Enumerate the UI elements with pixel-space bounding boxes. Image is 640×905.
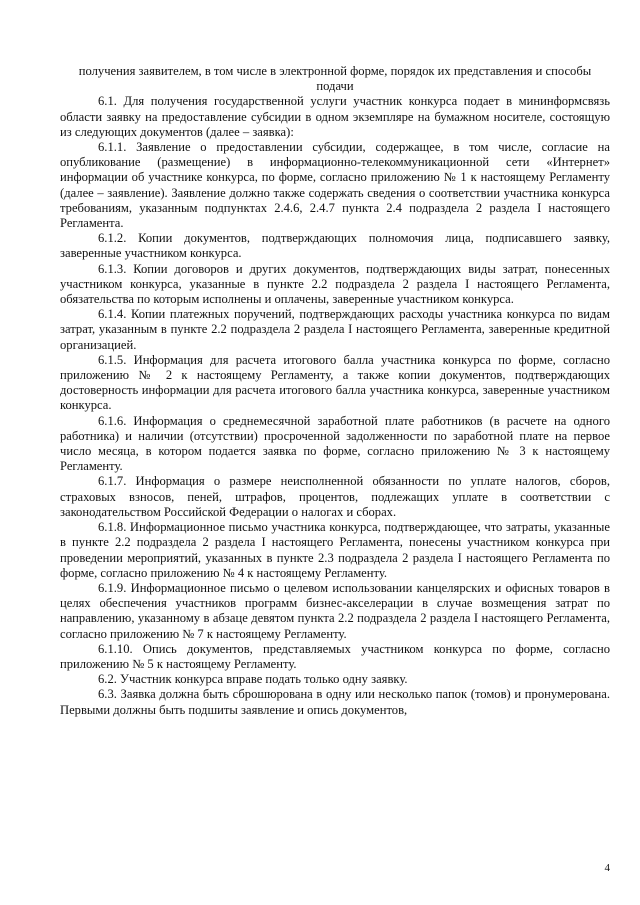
paragraph-6-1-5: 6.1.5. Информация для расчета итогового балла участника конкурса по форме, согласно приложению № 2 к настоящему Регламенту, а также копии документов, подтверждающих достоверность информации для расчета итогового балла участника конкурса, заверенные участником конкурса. — [60, 352, 610, 413]
paragraph-6-2: 6.2. Участник конкурса вправе подать только одну заявку. — [98, 672, 408, 687]
paragraph-6-1-3: 6.1.3. Копии договоров и других документов, подтверждающих виды затрат, понесенных участником конкурса, указанные в пункте 2.2 подраздела 2 раздела I настоящего Регламента, обязательства по которым исполнены и оплачены, заверенные участником конкурса. — [60, 261, 610, 307]
paragraph-6-1-6: 6.1.6. Информация о среднемесячной заработной плате работников (в расчете на одного работника) и наличии (отсутствии) просроченной задолженности по заработной плате на первое число месяца, в котором подается заявка по форме, согласно приложению № 3 к настоящему Регламенту. — [60, 413, 610, 474]
page-number: 4 — [604, 862, 610, 874]
paragraph-6-1-7: 6.1.7. Информация о размере неисполненной обязанности по уплате налогов, сборов, страховых взносов, пеней, штрафов, процентов, подлежащих уплате в соответствии с законодательством Российской Федерации о налогах и сборах. — [60, 474, 610, 519]
paragraph-6-1-9: 6.1.9. Информационное письмо о целевом использовании канцелярских и офисных товаров в целях обеспечения участников программ бизнес-акселерации в случае возмещения затрат по направлению, указанному в абзаце девятом пункта 2.2 подраздела 2 раздела I настоящего Регламента, согласно приложению № 7 к настоящему Регламенту. — [60, 580, 610, 641]
paragraph-6-1-4: 6.1.4. Копии платежных поручений, подтверждающих расходы участника конкурса по видам затрат, указанным в пункте 2.2 подраздела 2 раздела I настоящего Регламента, заверенные кредитной организацией. — [60, 307, 610, 352]
paragraph-6-1: 6.1. Для получения государственной услуги участник конкурса подает в мининформсвязь области заявку на предоставление субсидии в одном экземпляре на бумажном носителе, состоящую из следующих документов (далее – заявка): — [60, 94, 610, 139]
paragraph-6-3: 6.3. Заявка должна быть сброшюрована в одну или несколько папок (томов) и пронумерована. Первыми должны быть подшиты заявление и опись документов, — [60, 687, 610, 717]
paragraph-6-1-1: 6.1.1. Заявление о предоставлении субсидии, содержащее, в том числе, согласие на опубликование (размещение) в информационно-телекоммуникационной сети «Интернет» информации об участнике конкурса, по форме, согласно приложению № 1 к настоящему Регламенту (далее – заявление). Заявление должно также содержать сведения о соответствии участника конкурса требованиям, указанным подпунктах 2.4.6, 2.4.7 пункта 2.4 подраздела 2 раздела I настоящего Регламента. — [60, 140, 610, 231]
paragraph-6-1-2: 6.1.2. Копии документов, подтверждающих полномочия лица, подписавшего заявку, заверенные участником конкурса. — [60, 231, 610, 261]
section-heading: получения заявителем, в том числе в электронной форме, порядок их представления и способы подачи — [78, 64, 592, 94]
document-body — [60, 64, 610, 718]
paragraph-6-1-10: 6.1.10. Опись документов, представляемых участником конкурса по форме, согласно приложению № 5 к настоящему Регламенту. — [60, 641, 610, 671]
paragraph-6-1-8: 6.1.8. Информационное письмо участника конкурса, подтверждающее, что затраты, указанные в пункте 2.2 подраздела 2 раздела I настоящего Регламента, понесены участником конкурса при проведении мероприятий, указанных в пункте 2.3 подраздела 2 раздела I настоящего Регламента по форме, согласно приложению № 4 к настоящему Регламенту. — [60, 520, 610, 580]
